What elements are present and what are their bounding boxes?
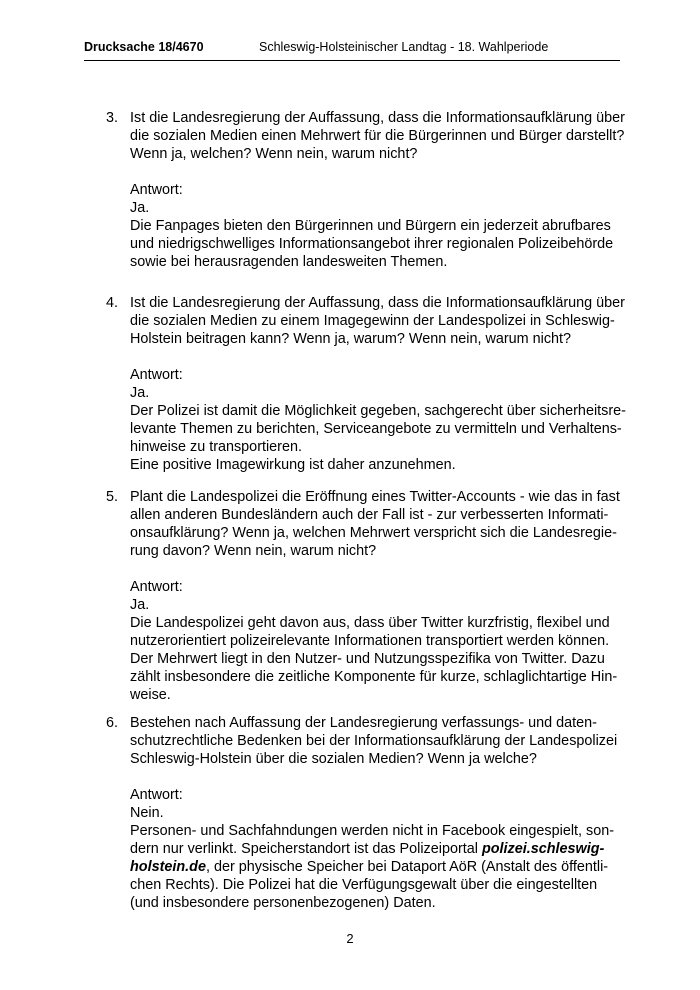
question-3 <box>106 109 626 271</box>
question-number: 4. <box>106 295 119 311</box>
question-text-line: schutzrechtliche Bedenken bei der Informationsaufklärung der Landespolizei <box>130 733 618 749</box>
answer-text-line: Die Fanpages bieten den Bürgerinnen und Bürgern ein jederzeit abrufbares <box>130 218 611 234</box>
answer-text-line: weise. <box>130 687 171 703</box>
answer-text-line: nutzerorientiert polizeirelevante Informationen transportiert werden können. <box>130 633 610 649</box>
question-text-line: Bestehen nach Auffassung der Landesregierung verfassungs- und daten- <box>130 715 597 731</box>
answer-label: Antwort: <box>130 182 183 198</box>
answer-text-line: und niedrigschwelliges Informationsangebot ihrer regionalen Polizeibehörde <box>130 236 614 252</box>
answer-block <box>130 366 626 474</box>
question-text-line: allen anderen Bundesländern auch der Fall ist - zur verbesserten Informati- <box>130 507 609 523</box>
answer-block <box>130 578 626 704</box>
question-text-line: Ist die Landesregierung der Auffassung, dass die Informationsaufklärung über <box>130 110 625 126</box>
document-number: Drucksache 18/4670 <box>84 40 204 54</box>
answer-text-line: Der Polizei ist damit die Möglichkeit gegeben, sachgerecht über sicherheitsre- <box>130 403 626 419</box>
answer-block <box>130 181 626 271</box>
question-5 <box>106 488 626 704</box>
answer-text-segment: dern nur verlinkt. Speicherstandort ist das Polizeiportal <box>130 841 482 857</box>
page-number: 2 <box>346 931 354 946</box>
answer-short: Ja. <box>130 385 150 401</box>
answer-text-line <box>130 858 626 876</box>
answer-text-line: chen Rechts). Die Polizei hat die Verfügungsgewalt über die eingestellten <box>130 877 598 893</box>
answer-text-line: hinweise zu transportieren. <box>130 439 302 455</box>
question-text-line: Holstein beitragen kann? Wenn ja, warum? Wenn nein, warum nicht? <box>130 331 572 347</box>
answer-short: Nein. <box>130 805 164 821</box>
question-number: 5. <box>106 489 119 505</box>
answer-text-line <box>130 840 626 858</box>
question-text-line: die sozialen Medien einen Mehrwert für die Bürgerinnen und Bürger darstellt? <box>130 128 625 144</box>
answer-short: Ja. <box>130 200 150 216</box>
answer-text-line: Eine positive Imagewirkung ist daher anzunehmen. <box>130 457 456 473</box>
question-4 <box>106 294 626 474</box>
question-number: 6. <box>106 715 119 731</box>
answer-block <box>130 786 626 912</box>
answer-text-line: Personen- und Sachfahndungen werden nicht in Facebook eingespielt, son- <box>130 823 615 839</box>
question-text-line: Ist die Landesregierung der Auffassung, dass die Informationsaufklärung über <box>130 295 625 311</box>
answer-text-line: zählt insbesondere die zeitliche Komponente für kurze, schlaglichtartige Hin- <box>130 669 618 685</box>
answer-text-line: Der Mehrwert liegt in den Nutzer- und Nutzungsspezifika von Twitter. Dazu <box>130 651 605 667</box>
answer-text-line: sowie bei herausragenden landesweiten Themen. <box>130 254 448 270</box>
answer-text-segment: , der physische Speicher bei Dataport AöR (Anstalt des öffentli- <box>205 859 609 875</box>
answer-short: Ja. <box>130 597 150 613</box>
answer-label: Antwort: <box>130 367 183 383</box>
answer-text-line: (und insbesondere personenbezogenen) Daten. <box>130 895 436 911</box>
question-text-line: Wenn ja, welchen? Wenn nein, warum nicht? <box>130 146 418 162</box>
parliament-title: Schleswig-Holsteinischer Landtag - 18. Wahlperiode <box>259 40 549 54</box>
polizeiportal-link-continued[interactable]: holstein.de <box>130 859 206 875</box>
page-header <box>84 38 620 61</box>
answer-label: Antwort: <box>130 579 183 595</box>
question-text-line: die sozialen Medien zu einem Imagegewinn der Landespolizei in Schleswig- <box>130 313 615 329</box>
answer-text-line: Die Landespolizei geht davon aus, dass über Twitter kurzfristig, flexibel und <box>130 615 610 631</box>
answer-text-line: levante Themen zu berichten, Serviceangebote zu vermitteln und Verhaltens- <box>130 421 622 437</box>
answer-label: Antwort: <box>130 787 183 803</box>
question-text-line: Plant die Landespolizei die Eröffnung eines Twitter-Accounts - wie das in fast <box>130 489 620 505</box>
polizeiportal-link[interactable]: polizei.schleswig- <box>481 841 605 857</box>
question-text-line: Schleswig-Holstein über die sozialen Medien? Wenn ja welche? <box>130 751 537 767</box>
question-text-line: rung davon? Wenn nein, warum nicht? <box>130 543 377 559</box>
question-number: 3. <box>106 110 119 126</box>
question-6 <box>106 714 626 912</box>
question-text-line: onsaufklärung? Wenn ja, welchen Mehrwert verspricht sich die Landesregie- <box>130 525 617 541</box>
